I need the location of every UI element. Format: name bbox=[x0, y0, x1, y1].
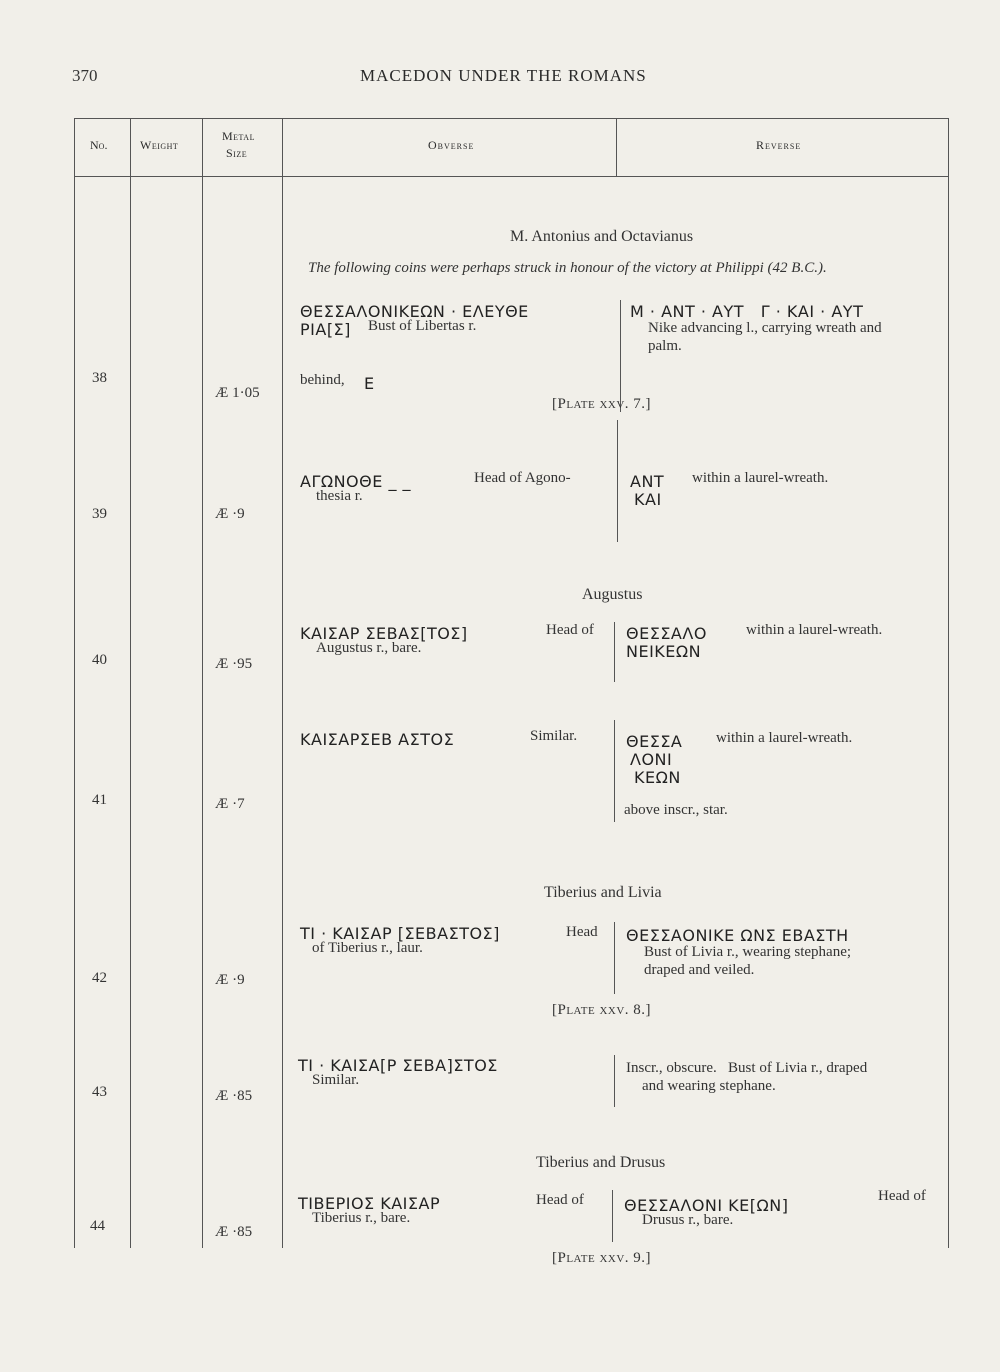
obverse-inscription: ΑΓΩΝΟΘΕ _ _ bbox=[300, 472, 412, 491]
obverse-description: Head bbox=[566, 924, 598, 940]
obverse-inscription-cont: ΡΙΑ[Σ] bbox=[300, 320, 351, 339]
reverse-inscription-line2: ΛΟΝΙ bbox=[630, 750, 673, 769]
obverse-inscription: ΘΕΣΣΑΛΟΝΙΚΕΩΝ · ΕΛΕΥΘΕ bbox=[300, 302, 529, 321]
right-border bbox=[948, 118, 949, 1248]
reverse-description-cont: palm. bbox=[648, 338, 682, 354]
metal-size: Æ ·7 bbox=[215, 796, 245, 812]
metal-size: Æ ·85 bbox=[215, 1224, 253, 1240]
metal-size: Æ ·85 bbox=[215, 1088, 253, 1104]
obverse-field-letter: Ε bbox=[364, 374, 375, 393]
entry-number: 43 bbox=[92, 1084, 107, 1100]
entry-number: 40 bbox=[92, 652, 107, 668]
running-head: MACEDON UNDER THE ROMANS bbox=[360, 66, 647, 85]
section-note-antonius: The following coins were perhaps struck in honour of the victory at Philippi (42 B.C.). bbox=[308, 260, 827, 276]
metal-column-rule bbox=[202, 118, 203, 1248]
plate-reference: [Plate xxv. 8.] bbox=[552, 1002, 652, 1018]
reverse-inscription: ΘΕΣΣΑΛΟ bbox=[626, 624, 707, 643]
entry-number: 42 bbox=[92, 970, 107, 986]
metal-size: Æ ·9 bbox=[215, 506, 245, 522]
reverse-description-cont: Drusus r., bare. bbox=[642, 1212, 734, 1228]
reverse-description: within a laurel-wreath. bbox=[746, 622, 883, 638]
obverse-inscription: ΤΙΒΕΡΙΟΣ ΚΑΙΣΑΡ bbox=[298, 1194, 441, 1213]
reverse-inscription: ΘΕΣΣΑΛΟΝΙ ΚΕ[ΩΝ] bbox=[624, 1196, 789, 1215]
col-header-size: Size bbox=[226, 146, 248, 160]
metal-size: Æ ·95 bbox=[215, 656, 253, 672]
divider-39 bbox=[617, 420, 618, 542]
obverse-description: Head of bbox=[546, 622, 594, 638]
plate-reference: [Plate xxv. 7.] bbox=[552, 396, 652, 412]
reverse-description-cont: and wearing stephane. bbox=[642, 1078, 776, 1094]
reverse-description: within a laurel-wreath. bbox=[692, 470, 829, 486]
header-bottom-rule bbox=[74, 176, 948, 177]
obverse-reverse-header-divider bbox=[616, 118, 617, 176]
col-header-metal: Metal bbox=[222, 129, 255, 143]
reverse-inscription: Μ · ΑΝΤ · ΑΥΤ Γ · ΚΑΙ · ΑΥΤ bbox=[630, 302, 864, 321]
reverse-description: Nike advancing l., carrying wreath and bbox=[648, 320, 882, 336]
reverse-inscription-cont: ΚΑΙ bbox=[634, 490, 662, 509]
divider-40 bbox=[614, 622, 615, 682]
obverse-description-cont: Augustus r., bare. bbox=[316, 640, 422, 656]
obverse-field-note: behind, bbox=[300, 372, 345, 388]
obverse-inscription: ΤΙ · ΚΑΙΣΑ[Ρ ΣΕΒΑ]ΣΤΟΣ bbox=[298, 1056, 498, 1075]
entry-number: 39 bbox=[92, 506, 107, 522]
entry-number: 44 bbox=[90, 1218, 105, 1234]
divider-44 bbox=[612, 1190, 613, 1242]
reverse-inscription-line3: ΚΕΩΝ bbox=[634, 768, 681, 787]
obverse-description-cont: thesia r. bbox=[316, 488, 363, 504]
left-border bbox=[74, 118, 75, 1248]
metal-size: Æ 1·05 bbox=[215, 385, 260, 401]
obverse-description: Head of bbox=[536, 1192, 584, 1208]
obverse-inscription: ΚΑΙΣΑΡΣΕΒ ΑΣΤΟΣ bbox=[300, 730, 455, 749]
reverse-description: Bust of Livia r., wearing stephane; bbox=[644, 944, 852, 960]
divider-43 bbox=[614, 1055, 615, 1107]
table-top-rule bbox=[74, 118, 948, 119]
obverse-description: Head of Agono- bbox=[474, 470, 571, 486]
section-heading-augustus: Augustus bbox=[582, 586, 643, 603]
col-header-weight: Weight bbox=[140, 138, 179, 152]
reverse-description: within a laurel-wreath. bbox=[716, 730, 853, 746]
section-heading-tiberius-drusus: Tiberius and Drusus bbox=[536, 1154, 666, 1171]
obverse-description: Bust of Libertas r. bbox=[368, 318, 477, 334]
entry-number: 38 bbox=[92, 370, 107, 386]
col-header-no: No. bbox=[90, 138, 108, 152]
col-header-reverse: Reverse bbox=[756, 138, 802, 152]
reverse-inscription: ΘΕΣΣΑΟΝΙΚΕ ΩΝΣ ΕΒΑΣΤΗ bbox=[626, 926, 849, 945]
section-heading-tiberius-livia: Tiberius and Livia bbox=[544, 884, 662, 901]
obverse-description: Similar. bbox=[530, 728, 578, 744]
obverse-description-cont: of Tiberius r., laur. bbox=[312, 940, 423, 956]
obverse-inscription: ΤΙ · ΚΑΙΣΑΡ [ΣΕΒΑΣΤΟΣ] bbox=[300, 924, 500, 943]
reverse-field-note: above inscr., star. bbox=[624, 802, 728, 818]
reverse-description-cont: draped and veiled. bbox=[644, 962, 755, 978]
weight-column-rule bbox=[130, 118, 131, 1248]
reverse-inscription-cont: ΝΕΙΚΕΩΝ bbox=[626, 642, 702, 661]
obverse-description-cont: Tiberius r., bare. bbox=[312, 1210, 411, 1226]
plate-reference: [Plate xxv. 9.] bbox=[552, 1250, 652, 1266]
col-header-obverse: Obverse bbox=[428, 138, 475, 152]
obverse-inscription: ΚΑΙΣΑΡ ΣΕΒΑΣ[ΤΟΣ] bbox=[300, 624, 468, 643]
entry-number: 41 bbox=[92, 792, 107, 808]
metal-size: Æ ·9 bbox=[215, 972, 245, 988]
obverse-description: Similar. bbox=[312, 1072, 360, 1088]
section-heading-antonius: M. Antonius and Octavianus bbox=[510, 228, 694, 245]
divider-41 bbox=[614, 720, 615, 822]
page-number: 370 bbox=[72, 66, 98, 85]
divider-42 bbox=[614, 922, 615, 994]
reverse-inscription: ΘΕΣΣΑ bbox=[626, 732, 683, 751]
reverse-description: Inscr., obscure. Bust of Livia r., draped bbox=[626, 1060, 868, 1076]
size-column-rule bbox=[282, 118, 283, 1248]
reverse-inscription: ΑΝΤ bbox=[630, 472, 665, 491]
reverse-description: Head of bbox=[878, 1188, 926, 1204]
